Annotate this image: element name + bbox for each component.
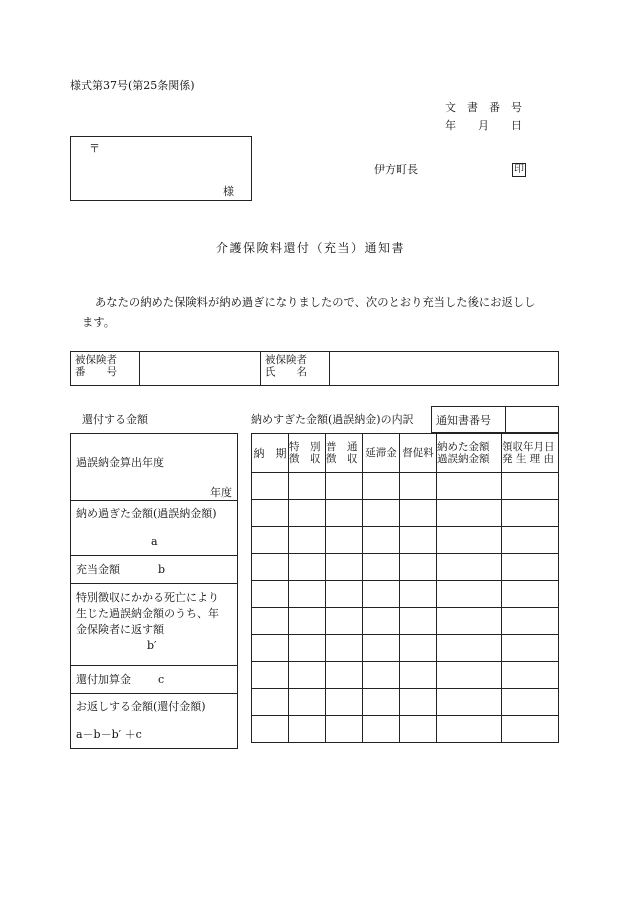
insured-info-table xyxy=(70,351,559,386)
breakdown-row xyxy=(252,554,559,581)
notice-number-field[interactable] xyxy=(506,407,559,433)
insured-name-field[interactable] xyxy=(330,352,559,386)
breakdown-cell[interactable] xyxy=(363,689,400,716)
breakdown-cell[interactable] xyxy=(289,527,326,554)
notice-number-label: 通知書番号 xyxy=(432,407,506,433)
breakdown-cell[interactable] xyxy=(437,716,502,743)
col-normal-collection: 普 通 徴 収 xyxy=(326,434,363,473)
breakdown-row xyxy=(252,581,559,608)
breakdown-cell[interactable] xyxy=(502,689,559,716)
breakdown-cell[interactable] xyxy=(437,662,502,689)
row-allot-amount: 充当金額 b xyxy=(71,556,238,584)
form-id: 様式第37号(第25条関係) xyxy=(70,79,195,92)
row-refund-addition: 還付加算金 c xyxy=(71,666,238,694)
row-refund-total: お返しする金額(還付金額) a－b－b′ ＋c xyxy=(71,694,238,749)
breakdown-cell[interactable] xyxy=(437,500,502,527)
breakdown-cell[interactable] xyxy=(437,581,502,608)
breakdown-cell[interactable] xyxy=(363,527,400,554)
breakdown-cell[interactable] xyxy=(252,689,289,716)
breakdown-row xyxy=(252,608,559,635)
breakdown-row xyxy=(252,716,559,743)
breakdown-cell[interactable] xyxy=(502,581,559,608)
breakdown-cell[interactable] xyxy=(326,500,363,527)
breakdown-cell[interactable] xyxy=(252,716,289,743)
breakdown-cell[interactable] xyxy=(437,635,502,662)
col-receipt-reason: 領収年月日 発 生 理 由 xyxy=(502,434,559,473)
breakdown-cell[interactable] xyxy=(289,689,326,716)
address-box xyxy=(70,136,252,201)
doc-number-label: 文 書 番 号 xyxy=(445,101,522,114)
breakdown-cell[interactable] xyxy=(326,716,363,743)
body-text-line-2: ます。 xyxy=(82,316,115,329)
breakdown-cell[interactable] xyxy=(400,716,437,743)
breakdown-row xyxy=(252,635,559,662)
breakdown-cell[interactable] xyxy=(289,716,326,743)
seal-icon: 印 xyxy=(514,164,524,175)
insured-number-field[interactable] xyxy=(140,352,261,386)
breakdown-row xyxy=(252,662,559,689)
postal-mark: 〒 xyxy=(89,142,100,155)
breakdown-cell[interactable] xyxy=(502,635,559,662)
notice-number-table xyxy=(431,406,559,433)
breakdown-body xyxy=(252,473,559,743)
breakdown-row xyxy=(252,689,559,716)
breakdown-cell[interactable] xyxy=(502,716,559,743)
breakdown-cell[interactable] xyxy=(400,608,437,635)
breakdown-cell[interactable] xyxy=(502,500,559,527)
col-late-fee: 延滞金 xyxy=(363,434,400,473)
breakdown-cell[interactable] xyxy=(363,473,400,500)
col-special-collection: 特 別 徴 収 xyxy=(289,434,326,473)
breakdown-cell[interactable] xyxy=(400,554,437,581)
breakdown-cell[interactable] xyxy=(326,581,363,608)
breakdown-cell[interactable] xyxy=(289,662,326,689)
breakdown-cell[interactable] xyxy=(400,473,437,500)
address-honorific: 様 xyxy=(223,185,234,198)
breakdown-cell[interactable] xyxy=(400,581,437,608)
breakdown-cell[interactable] xyxy=(326,689,363,716)
breakdown-cell[interactable] xyxy=(326,635,363,662)
body-text-line-1: あなたの納めた保険料が納め過ぎになりましたので、次のとおり充当した後にお返しし xyxy=(95,296,536,309)
breakdown-cell[interactable] xyxy=(437,689,502,716)
breakdown-cell[interactable] xyxy=(289,635,326,662)
breakdown-row xyxy=(252,500,559,527)
breakdown-cell[interactable] xyxy=(326,527,363,554)
date-label: 年 月 日 xyxy=(445,119,522,132)
document-title: 介護保険料還付（充当）通知書 xyxy=(216,241,406,255)
breakdown-cell[interactable] xyxy=(252,500,289,527)
breakdown-cell[interactable] xyxy=(252,608,289,635)
breakdown-row xyxy=(252,473,559,500)
row-special-collection-return: 特別徴収にかかる死亡により 生じた過誤納金額のうち、年 金保険者に返す額 b′ xyxy=(71,584,238,666)
breakdown-cell[interactable] xyxy=(363,635,400,662)
breakdown-cell[interactable] xyxy=(502,527,559,554)
breakdown-cell[interactable] xyxy=(363,662,400,689)
breakdown-cell[interactable] xyxy=(502,662,559,689)
breakdown-cell[interactable] xyxy=(363,716,400,743)
insured-name-label: 被保険者 氏 名 xyxy=(261,352,330,386)
issuer-seal xyxy=(512,162,526,177)
breakdown-cell[interactable] xyxy=(252,662,289,689)
row-calc-year: 過誤納金算出年度 年度 xyxy=(71,434,238,501)
breakdown-cell[interactable] xyxy=(289,608,326,635)
breakdown-cell[interactable] xyxy=(252,581,289,608)
breakdown-cell[interactable] xyxy=(289,581,326,608)
breakdown-cell[interactable] xyxy=(252,527,289,554)
breakdown-row xyxy=(252,527,559,554)
issuer-name: 伊方町長 xyxy=(374,163,418,176)
breakdown-cell[interactable] xyxy=(400,689,437,716)
breakdown-cell[interactable] xyxy=(437,473,502,500)
breakdown-cell[interactable] xyxy=(363,554,400,581)
refund-amount-table xyxy=(70,433,238,749)
breakdown-cell[interactable] xyxy=(326,608,363,635)
col-period: 納 期 xyxy=(252,434,289,473)
breakdown-cell[interactable] xyxy=(326,473,363,500)
col-paid-overpaid: 納めた金額 過誤納金額 xyxy=(437,434,502,473)
breakdown-cell[interactable] xyxy=(400,635,437,662)
breakdown-cell[interactable] xyxy=(289,500,326,527)
breakdown-cell[interactable] xyxy=(252,473,289,500)
breakdown-cell[interactable] xyxy=(363,608,400,635)
breakdown-cell[interactable] xyxy=(437,554,502,581)
breakdown-cell[interactable] xyxy=(252,554,289,581)
breakdown-cell[interactable] xyxy=(289,554,326,581)
breakdown-cell[interactable] xyxy=(326,662,363,689)
breakdown-cell[interactable] xyxy=(502,608,559,635)
breakdown-cell[interactable] xyxy=(400,527,437,554)
breakdown-cell[interactable] xyxy=(363,581,400,608)
breakdown-cell[interactable] xyxy=(289,473,326,500)
breakdown-cell[interactable] xyxy=(363,500,400,527)
breakdown-table xyxy=(251,433,559,743)
refund-amount-heading: 還付する金額 xyxy=(82,413,148,426)
col-dunning-fee: 督促料 xyxy=(400,434,437,473)
breakdown-cell[interactable] xyxy=(400,500,437,527)
insured-number-label: 被保険者 番 号 xyxy=(71,352,140,386)
breakdown-cell[interactable] xyxy=(437,527,502,554)
breakdown-cell[interactable] xyxy=(502,473,559,500)
overpaid-breakdown-heading: 納めすぎた金額(過誤納金)の内訳 xyxy=(251,413,414,426)
breakdown-cell[interactable] xyxy=(400,662,437,689)
breakdown-cell[interactable] xyxy=(437,608,502,635)
breakdown-cell[interactable] xyxy=(252,635,289,662)
breakdown-cell[interactable] xyxy=(502,554,559,581)
breakdown-cell[interactable] xyxy=(326,554,363,581)
row-overpaid-amount: 納め過ぎた金額(過誤納金額) a xyxy=(71,501,238,556)
